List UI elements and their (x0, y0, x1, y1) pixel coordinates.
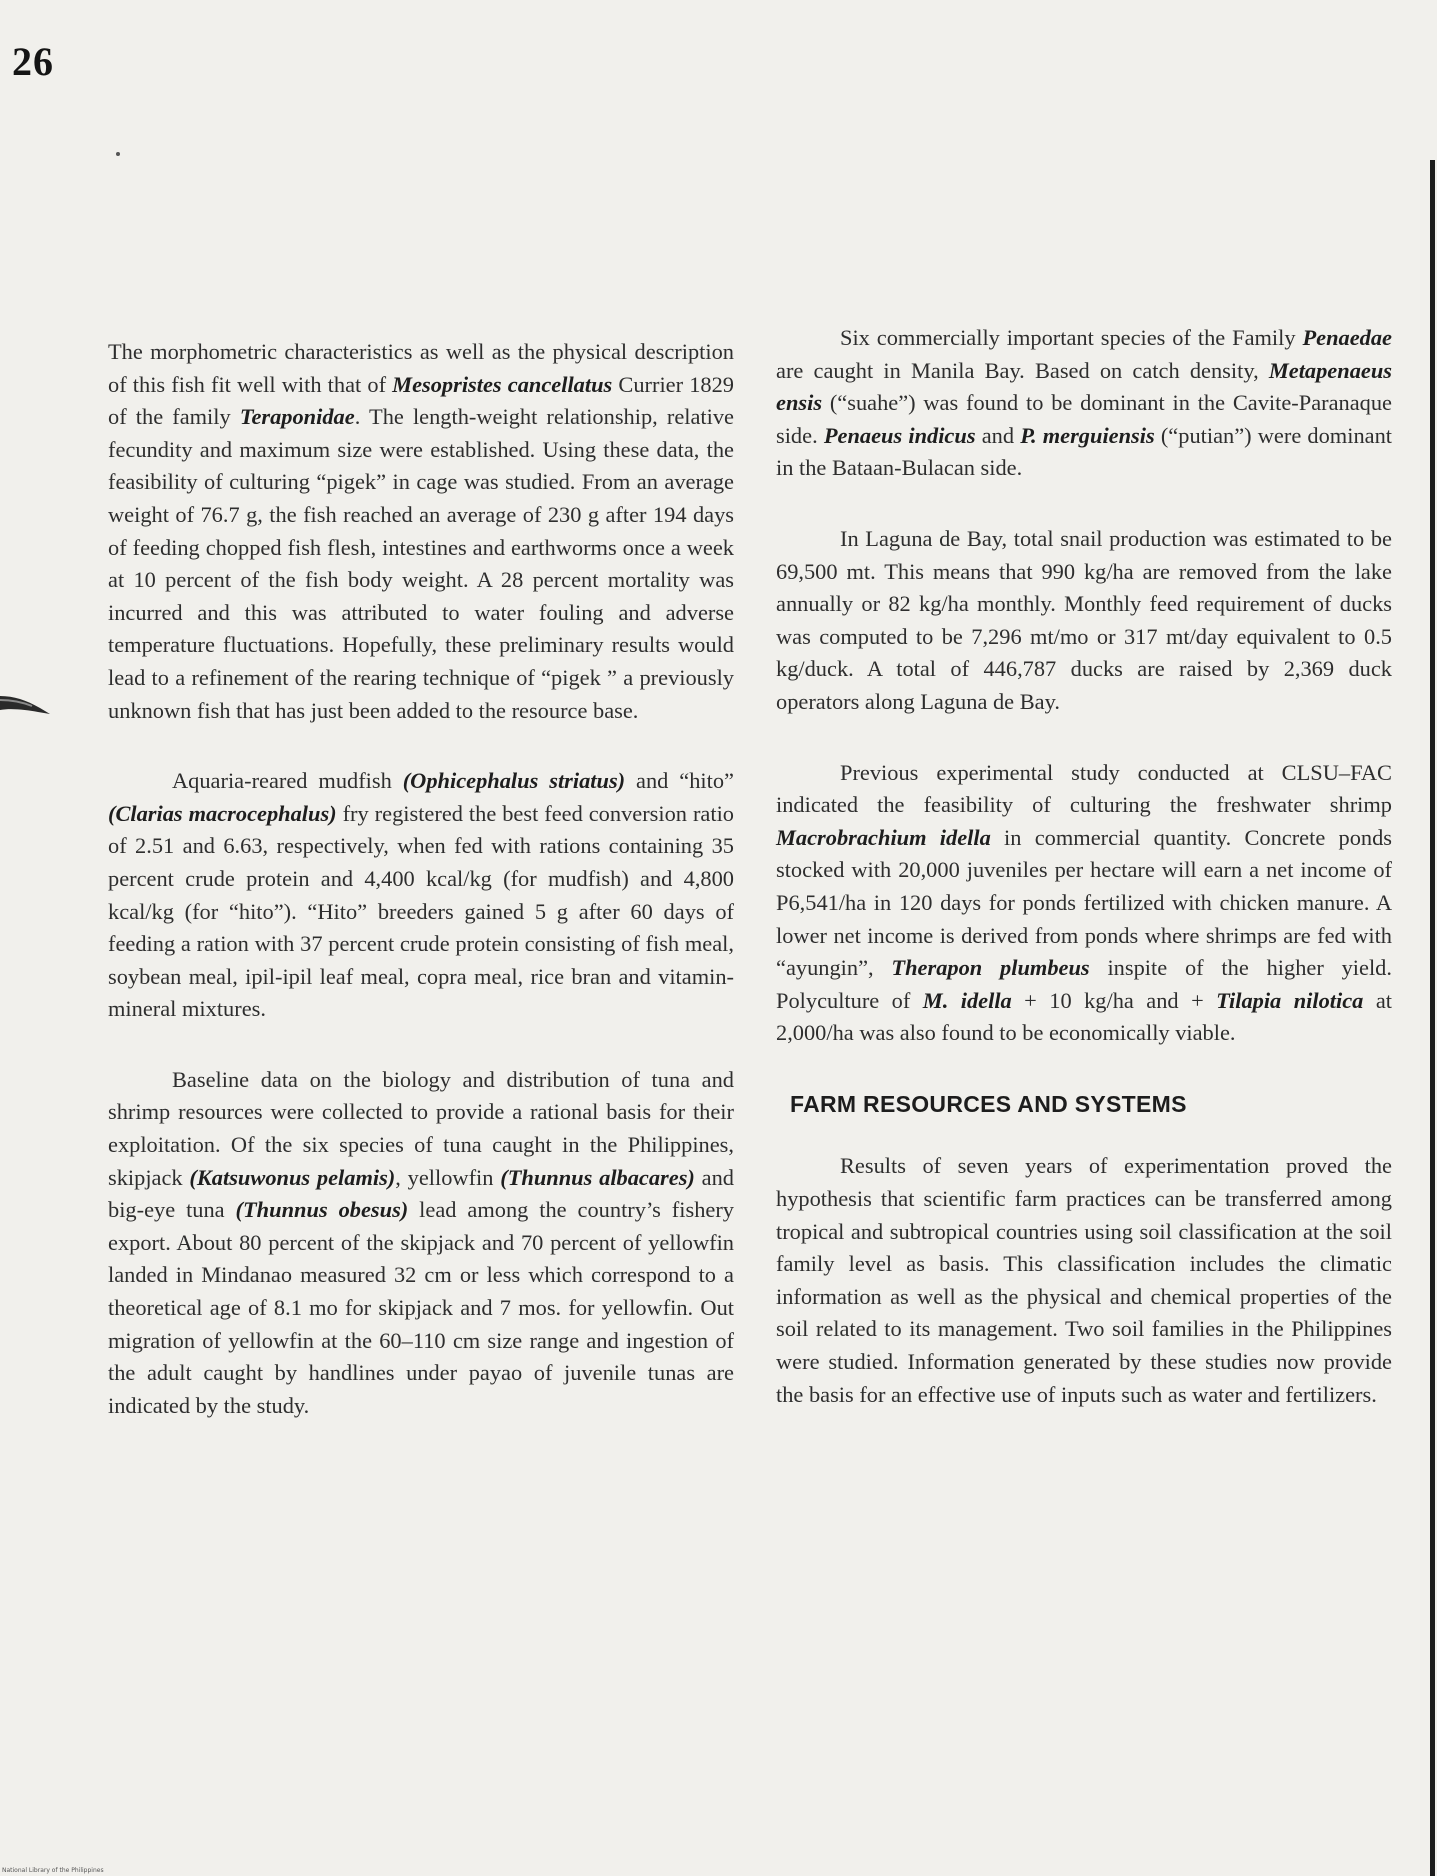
text: Results of seven years of experimentation proved the hypothesis that scientific farm practices can be transferred among tropical and subtropical countries using soil classification at the soil family level as basis. This classification includes the climatic information as well as the physical and chemical properties of the soil related to its management. Two soil families in the Philippines were studied. Information generated by these studies now provide the basis for an effective use of inputs such as water and fertilizers. (776, 1153, 1392, 1407)
paragraph-tuna (108, 1064, 734, 1423)
text: In Laguna de Bay, total snail production was estimated to be 69,500 mt. This means that 990 kg/ha are removed from the lake annually or 82 kg/ha monthly. Monthly feed requirement of ducks was computed to be 7,296 mt/mo or 317 mt/day equivalent to 0.5 kg/duck. A total of 446,787 ducks are raised by 2,369 duck operators along Laguna de Bay. (776, 525, 1392, 714)
family-name: Penaedae (1302, 325, 1392, 350)
text: inspite of the higher yield. Polyculture of (776, 955, 1392, 1013)
paragraph-pigek (108, 336, 734, 727)
paragraph-laguna-snail (776, 523, 1392, 719)
scan-footer-tag: National Library of the Philippines (2, 1867, 104, 1874)
paragraph-penaedae (776, 322, 1392, 485)
text: Baseline data on the biology and distribution of tuna and shrimp resources were collected to provide a rational basis for their exploitation. Of the six species of tuna caught in the Philippines, skipjack (108, 1066, 734, 1190)
species-name: (Thunnus obesus) (235, 1197, 409, 1223)
species-name: Tilapia nilotica (1216, 987, 1364, 1013)
paragraph-farm-resources (776, 1150, 1392, 1411)
page-edge-shadow (1430, 160, 1435, 1876)
text: and (975, 422, 1021, 448)
text: Aquaria-reared mudfish (172, 768, 403, 794)
species-name: Mesopristes cancellatus (392, 371, 613, 397)
species-name: P. merguiensis (1020, 422, 1155, 448)
page-number: 26 (12, 39, 54, 84)
species-name: Macrobrachium idella (776, 824, 991, 850)
text: , yellowfin (395, 1164, 501, 1190)
text: The morphometric characteristics as well as the physical description of this fish fit well with that of (108, 339, 734, 397)
text: fry registered the best feed conversion ratio of 2.51 and 6.63, respectively, when fed with rations containing 35 percent crude protein and 4,400 kcal/kg (for mudfish) and 4,800 kcal/kg (for “hito”). “Hito” breeders gained 5 g after 60 days of feeding a ration with 37 percent crude protein consisting of fish meal, soybean meal, ipil-ipil leaf meal, copra meal, rice bran and vitamin-mineral mixtures. (108, 800, 734, 1022)
species-name: (Katsuwonus pelamis) (189, 1164, 396, 1190)
text: (“suahe”) was found to be dominant in the Cavite-Paranaque side. (776, 390, 1392, 448)
left-column (108, 336, 734, 1460)
right-column (776, 322, 1392, 1449)
text: at 2,000/ha was also found to be economically viable. (776, 987, 1392, 1046)
text: are caught in Manila Bay. Based on catch density, (776, 357, 1269, 383)
species-name: Penaeus indicus (823, 422, 976, 448)
scan-speck (116, 152, 120, 156)
paragraph-mudfish (108, 765, 734, 1026)
text: lead among the country’s fishery export. About 80 percent of the skipjack and 70 percent of yellowfin landed in Mindanao measured 32 cm or less which correspond to a theoretical age of 8.1 mo for skipjack and 7 mos. for yellowfin. Out migration of yellowfin at the 60–110 cm size range and ingestion of the adult caught by handlines under payao of juvenile tunas are indicated by the study. (108, 1197, 734, 1418)
text: + 10 kg/ha and + (1011, 987, 1217, 1013)
species-name: Therapon plumbeus (891, 955, 1090, 981)
species-name: (Thunnus albacares) (500, 1164, 695, 1190)
text: . The length-weight relationship, relative fecundity and maximum size were established. Using these data, the feasibility of culturing “pigek” in cage was studied. From an average weight of 76.7 g, the fish reached an average of 230 g after 194 days of feeding chopped fish flesh, intestines and earthworms once a week at 10 percent of the fish body weight. A 28 percent mortality was incurred and this was attributed to water fouling and adverse temperature fluctuations. Hopefully, these preliminary results would lead to a refinement of the rearing technique of “pigek ” a previously unknown fish that has just been added to the resource base. (108, 404, 734, 723)
species-name: (Ophicephalus striatus) (402, 768, 626, 794)
text: and big-eye tuna (108, 1164, 734, 1223)
margin-arrow-mark (0, 688, 52, 724)
species-name: Metapenaeus ensis (776, 357, 1392, 416)
family-name: Teraponidae (239, 404, 355, 430)
text: (“putian”) were dominant in the Bataan-Bulacan side. (776, 422, 1392, 481)
paragraph-shrimp-culture (776, 757, 1392, 1050)
species-name: M. idella (922, 987, 1012, 1013)
text: and “hito” (625, 768, 734, 794)
species-name: (Clarias macrocephalus) (108, 800, 337, 826)
text: Currier 1829 of the family (108, 371, 734, 430)
text: Previous experimental study conducted at CLSU–FAC indicated the feasibility of culturing the freshwater shrimp (776, 759, 1392, 818)
text: in commercial quantity. Concrete ponds stocked with 20,000 juveniles per hectare will earn a net income of P6,541/ha in 120 days for ponds fertilized with chicken manure. A lower net income is derived from ponds where shrimps are fed with “ayungin”, (776, 824, 1393, 981)
section-heading: FARM RESOURCES AND SYSTEMS (790, 1090, 1187, 1117)
text: Six commercially important species of the Family (840, 325, 1303, 350)
